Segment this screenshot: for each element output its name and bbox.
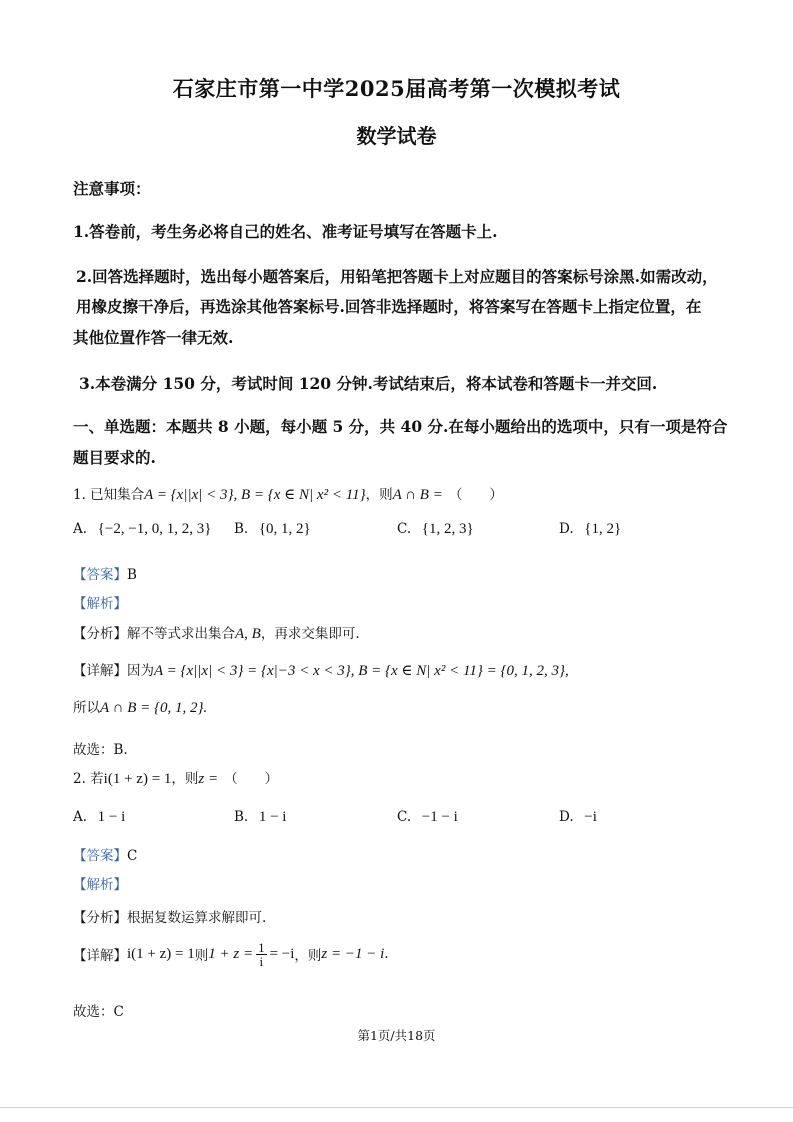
detail-math-d: z = −1 − i	[321, 945, 385, 962]
question-2-prefix: 2. 若	[73, 771, 104, 787]
option-value: 1 − i	[258, 809, 287, 825]
question-1-option-b	[234, 521, 311, 538]
question-2-bracket: （ ）	[224, 771, 279, 787]
option-label: A.	[73, 809, 88, 825]
question-2-option-d	[559, 809, 597, 826]
page-bottom-divider	[0, 1107, 793, 1108]
question-1-mid: ，则	[365, 487, 393, 503]
question-1-detail-2	[73, 696, 207, 717]
option-value: {0, 1, 2}	[258, 521, 311, 537]
fraction	[256, 941, 267, 968]
question-1-stem	[73, 483, 503, 504]
fenxi-text: 根据复数运算求解即可.	[127, 910, 267, 926]
answer-tag: 【答案】	[73, 848, 127, 864]
notice-item-3: 3.本卷满分 150 分，考试时间 120 分钟.考试结束后，将本试卷和答题卡一并交回.	[79, 374, 658, 393]
answer-tag: 【答案】	[73, 567, 127, 583]
question-2-option-c	[397, 809, 458, 826]
option-value: {1, 2, 3}	[421, 521, 474, 537]
section-heading-line-1: 一、单选题：本题共 8 小题，每小题 5 分，共 40 分.在每小题给出的选项中，只有一项是符合	[73, 417, 728, 436]
question-1-analysis-tag: 【解析】	[73, 596, 127, 612]
question-2-answer	[73, 844, 137, 864]
question-2-fenxi	[73, 906, 266, 926]
answer-value: C	[127, 848, 138, 864]
fenxi-text: 解不等式求出集合	[127, 626, 235, 642]
exam-subtitle: 数学试卷	[356, 124, 437, 148]
question-1-option-d	[559, 521, 621, 538]
question-1-answer	[73, 563, 137, 583]
question-1-intersection: A ∩ B =	[392, 487, 443, 503]
question-1-option-a	[73, 521, 211, 538]
detail-text: 因为	[127, 663, 154, 679]
option-label: B.	[234, 809, 249, 825]
question-2-option-a	[73, 809, 125, 826]
fenxi-tag: 【分析】	[73, 626, 127, 642]
option-label: D.	[559, 809, 574, 825]
notice-heading: 注意事项：	[73, 179, 151, 198]
notice-item-2-line-2: 用橡皮擦干净后，再选涂其他答案标号.回答非选择题时，将答案写在答题卡上指定位置，在	[76, 297, 702, 316]
option-label: C.	[397, 809, 412, 825]
question-2-detail	[73, 936, 389, 972]
detail-2-text: 所以	[73, 700, 100, 716]
question-2-analysis-tag: 【解析】	[73, 877, 127, 893]
option-label: A.	[73, 521, 88, 537]
page-number: 第1页/共18页	[357, 1028, 436, 1043]
option-label: D.	[559, 521, 574, 537]
detail-math: A = {x||x| < 3} = {x|−3 < x < 3}, B = {x ∈ N| x² < 11} = {0, 1, 2, 3},	[154, 663, 569, 679]
option-value: 1 − i	[97, 809, 126, 825]
detail-tag: 【详解】	[73, 948, 127, 964]
question-1-option-c	[397, 521, 474, 538]
option-value: {1, 2}	[584, 521, 622, 537]
question-1-detail	[73, 659, 569, 680]
fenxi-tag: 【分析】	[73, 910, 127, 926]
answer-value: B	[127, 567, 137, 583]
option-label: B.	[234, 521, 249, 537]
question-1-fenxi	[73, 622, 360, 643]
option-value: −1 − i	[421, 809, 458, 825]
question-2-conclusion: 故选：C	[73, 1004, 124, 1020]
detail-text-c: .	[384, 946, 389, 962]
notice-item-2-line-1: 2.回答选择题时，选出每小题答案后，用铅笔把答题卡上对应题目的答案标号涂黑.如需改动，	[76, 267, 718, 286]
option-value: −i	[584, 809, 597, 825]
detail-text-a: 则	[194, 948, 209, 964]
question-2-mid: ，则	[171, 771, 199, 787]
option-label: C.	[397, 521, 412, 537]
fraction-denominator: i	[259, 953, 264, 969]
notice-item-2-line-3: 其他位置作答一律无效.	[73, 328, 234, 347]
question-2-stem	[73, 767, 278, 788]
question-1-bracket: （ ）	[448, 487, 503, 503]
fenxi-text-end: ，再求交集即可.	[260, 626, 360, 642]
question-1-sets: A = {x||x| < 3}, B = {x ∈ N| x² < 11}	[144, 487, 366, 503]
question-2-unknown: z =	[198, 771, 219, 787]
question-2-equation: i(1 + z) = 1	[103, 771, 172, 787]
detail-text-b: ，则	[294, 948, 322, 964]
question-1-conclusion: 故选：B.	[73, 742, 128, 758]
section-heading-line-2: 题目要求的.	[73, 448, 156, 467]
detail-2-math: A ∩ B = {0, 1, 2}.	[100, 700, 208, 716]
detail-math-c: = −i	[269, 945, 295, 962]
fenxi-math: A, B	[235, 626, 261, 642]
option-value: {−2, −1, 0, 1, 2, 3}	[97, 521, 212, 537]
notice-item-1: 1.答卷前，考生务必将自己的姓名、准考证号填写在答题卡上.	[73, 222, 498, 241]
detail-math-a: i(1 + z) = 1	[127, 945, 195, 962]
detail-tag: 【详解】	[73, 663, 127, 679]
question-2-option-b	[234, 809, 286, 826]
detail-math-b: 1 + z =	[208, 945, 254, 962]
exam-title: 石家庄市第一中学2025届高考第一次模拟考试	[172, 76, 621, 101]
question-1-prefix: 1. 已知集合	[73, 487, 145, 503]
fraction-numerator: 1	[258, 939, 265, 955]
